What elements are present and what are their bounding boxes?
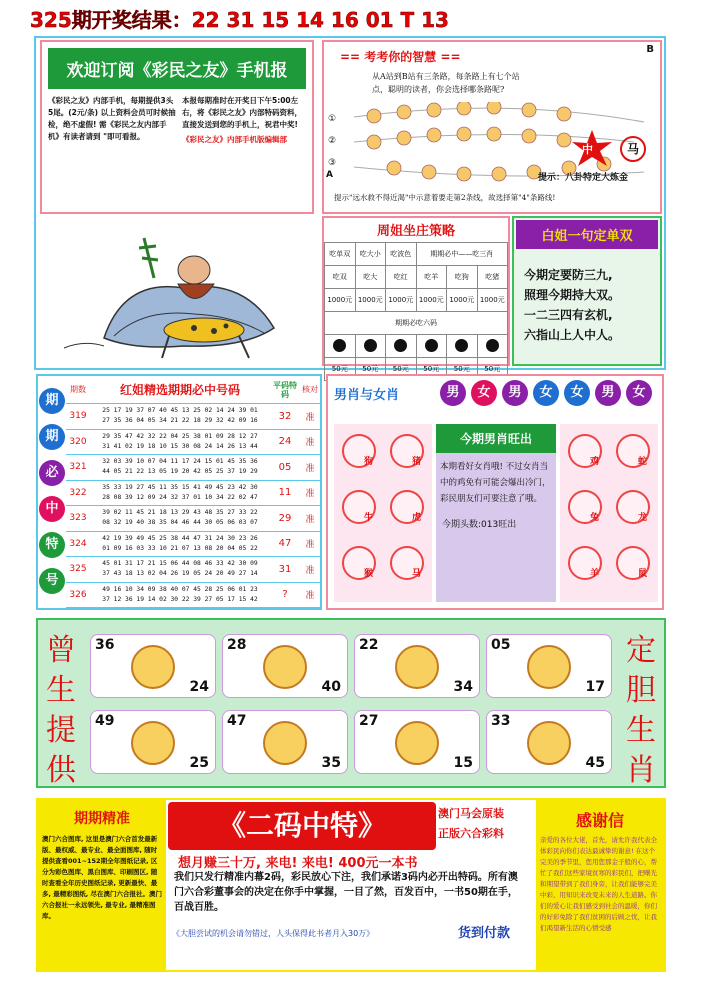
zodiac-card-panel [36, 618, 666, 788]
zodiac-card [486, 634, 612, 698]
ad-left-title: 期期精准 [74, 811, 130, 827]
zodiac-label: 兔 [590, 513, 600, 523]
strategy-cell: 吃大 [355, 266, 386, 289]
row-line: 39 02 11 45 21 18 13 29 43 48 35 27 33 22 [102, 509, 258, 517]
zodiac-card [90, 634, 216, 698]
zodiac-label: 狗 [364, 457, 374, 467]
horse-icon [131, 645, 175, 689]
table-row [66, 583, 320, 609]
card-bottom-number: 45 [585, 755, 605, 771]
ball-cell [447, 335, 478, 358]
ad-panel [36, 798, 666, 972]
row-special: 32 [278, 410, 292, 422]
black-ball-icon [364, 339, 377, 352]
center-bottom: 今期头数:013旺出 [442, 520, 517, 530]
zodiac-card [90, 710, 216, 774]
row-special: 05 [278, 461, 292, 473]
zodiac-card [222, 710, 348, 774]
strategy-title: 周姐坐庄策略 [376, 224, 455, 239]
card-bottom-number: 17 [585, 679, 605, 695]
gender-circle: 女 [533, 380, 559, 406]
goat-icon [263, 721, 307, 765]
route-1-label: ① [328, 114, 337, 124]
subscribe-panel [40, 40, 314, 214]
row-numbers [90, 457, 270, 477]
ball-cell [416, 335, 447, 358]
black-ball-icon [394, 339, 407, 352]
center-box [436, 424, 556, 602]
quiz-note: 提示"远水救不得近渴"中示意着要走第2条线，故选择第"4"条路线! [334, 193, 556, 202]
row-line: 28 08 39 12 09 24 32 37 01 10 34 22 02 47 [102, 493, 258, 501]
row-line: 32 03 39 10 07 04 11 17 24 15 01 45 35 36 [102, 458, 258, 466]
label-char: 肖 [626, 753, 656, 788]
row-special: 11 [278, 487, 292, 499]
gender-circle: 男 [595, 380, 621, 406]
strategy-cell: 50元 [477, 358, 508, 381]
ad-main-banner [168, 802, 436, 850]
zodiac-card [486, 710, 612, 774]
card-top-number: 05 [491, 637, 511, 653]
table-row [66, 506, 320, 532]
row-numbers [90, 483, 270, 503]
row-period: 320 [69, 436, 87, 447]
strategy-cell: 1000元 [477, 289, 508, 312]
ad-body: 我们只发行精准内幕2码，彩民放心下注，我们承诺3码内必开出特码。所有澳门六合彩董事会的决定在你手中掌握，一目了然，百发百中，一书50期在手，百战百胜。 [174, 872, 518, 913]
row-check: 准 [305, 438, 315, 449]
route-3-label: ③ [328, 158, 337, 168]
ad-footer: 《大胆尝试的机会请勿错过，人头保得此书者月入30万》 [172, 929, 375, 938]
row-line: 45 01 31 17 21 15 06 44 08 46 33 42 30 09 [102, 560, 258, 568]
row-line: 29 35 47 42 32 22 04 25 38 01 09 28 12 27 [102, 432, 258, 440]
table-row [66, 430, 320, 456]
quiz-hint: 提示：八卦特定大炼金 [538, 173, 629, 183]
left-vertical-label [46, 632, 76, 790]
female-zodiac-box [560, 424, 658, 602]
card-bottom-number: 35 [321, 755, 341, 771]
row-special: ? [282, 589, 288, 601]
zodiac-label: 马 [412, 569, 422, 579]
strategy-cell: 50元 [325, 358, 356, 381]
card-bottom-number: 24 [189, 679, 209, 695]
strategy-panel [322, 216, 510, 373]
gender-circle: 女 [626, 380, 652, 406]
column-check: 核对 [302, 385, 318, 394]
quiz-question: 从A站到B站有三条路，每条路上有七个站点，聪明的读者，你会选择哪条路呢? [372, 72, 520, 94]
label-char: 胆 [626, 673, 656, 708]
snake-icon [131, 721, 175, 765]
gender-panel [326, 374, 664, 610]
poem-line: 一二三四有玄机, [524, 308, 613, 322]
column-special: 平码特码 [273, 380, 297, 399]
quiz-start-label: A [326, 170, 333, 180]
route-2-label: ② [328, 136, 337, 146]
row-numbers [90, 432, 270, 452]
side-label-char: 必 [39, 460, 65, 486]
ball-cell [477, 335, 508, 358]
strategy-header: 吃波色 [386, 243, 417, 266]
card-bottom-number: 25 [189, 755, 209, 771]
card-top-number: 33 [491, 713, 511, 729]
row-period: 324 [69, 538, 87, 549]
zodiac-label: 鸡 [590, 457, 600, 467]
zodiac-label: 蛇 [638, 457, 648, 467]
ad-slogan: 想月赚三十万, 来电! 来电! 400元一本书 [178, 856, 418, 871]
strategy-table [324, 242, 508, 381]
zodiac-card [354, 710, 480, 774]
side-label-char: 期 [39, 388, 65, 414]
right-vertical-label [626, 632, 656, 790]
column-period: 期数 [70, 385, 86, 394]
row-line: 08 32 19 40 38 35 04 46 44 30 05 06 03 07 [102, 519, 258, 527]
subscribe-right-text: 本报每期准时在开奖日下午5:00左右，将《彩民之友》内部特码资料，直接发送到您的手机上，祝君中奖! [182, 96, 302, 129]
row-special: 29 [278, 512, 292, 524]
strategy-cell: 1000元 [386, 289, 417, 312]
poem-line: 照理今期持大双。 [524, 288, 621, 302]
ox-icon [527, 645, 571, 689]
quiz-zodiac-answer: 马 [620, 136, 646, 162]
strategy-cell: 吃双 [325, 266, 356, 289]
subscribe-title: 欢迎订阅《彩民之友》手机报 [48, 48, 306, 89]
strategy-header: 期期必中——吃三肖 [416, 243, 508, 266]
route-labels [328, 108, 336, 174]
quiz-corner-label: B [646, 44, 654, 55]
strategy-subtitle: 期期必吃六码 [325, 312, 508, 335]
chick-icon [395, 645, 439, 689]
white-sister-poem [514, 251, 660, 345]
row-period: 326 [69, 589, 87, 600]
card-top-number: 36 [95, 637, 115, 653]
black-ball-icon [333, 339, 346, 352]
side-label-char: 号 [39, 568, 65, 594]
red-pick-table [66, 376, 320, 608]
strategy-cell: 吃羊 [416, 266, 447, 289]
gender-title: 男肖与女肖 [334, 388, 400, 403]
row-period: 319 [69, 411, 87, 422]
subscribe-left-text: 《彩民之友》内部手机，每期提供3头5尾。(2元/条) 以上资料会员可时候抽检，绝不虚假! 需《彩民之友内部手机》有读者请到 "即可看报。 [48, 96, 176, 141]
row-period: 325 [69, 564, 87, 575]
card-top-number: 28 [227, 637, 247, 653]
row-check: 准 [305, 540, 315, 551]
row-period: 323 [69, 513, 87, 524]
male-zodiac-box [334, 424, 432, 602]
row-check: 准 [305, 591, 315, 602]
row-check: 准 [305, 489, 315, 500]
zodiac-label: 牛 [364, 513, 374, 523]
row-line: 44 05 21 22 13 05 19 20 42 05 25 37 19 29 [102, 468, 258, 476]
row-numbers [90, 508, 270, 528]
tiger-icon [263, 645, 307, 689]
center-title: 今期男肖旺出 [436, 424, 556, 453]
label-char: 曾 [46, 633, 76, 668]
table-row [66, 532, 320, 558]
strategy-header: 吃大小 [355, 243, 386, 266]
row-check: 准 [305, 463, 315, 474]
ball-cell [325, 335, 356, 358]
row-numbers [90, 559, 270, 579]
row-line: 42 19 39 49 45 25 38 44 47 31 24 30 23 26 [102, 534, 258, 542]
side-label-column [40, 388, 64, 594]
ad-side-line: 澳门马会原装 [438, 807, 504, 820]
row-line: 35 33 19 27 45 11 35 15 41 49 45 23 42 30 [102, 483, 258, 491]
row-special: 24 [278, 436, 292, 448]
ad-side-line: 正版六合彩料 [438, 827, 504, 840]
row-special: 47 [278, 538, 292, 550]
ball-cell [386, 335, 417, 358]
side-label-char: 中 [39, 496, 65, 522]
strategy-cell: 50元 [416, 358, 447, 381]
card-top-number: 27 [359, 713, 379, 729]
label-char: 生 [626, 713, 656, 748]
row-check: 准 [305, 514, 315, 525]
poem-line: 今期定要防三九, [524, 268, 613, 282]
strategy-cell: 50元 [355, 358, 386, 381]
gender-circle: 女 [471, 380, 497, 406]
center-text: 本期看好女肖哦! 不过女肖当中的鸡免有可能会爆出冷门，彩民朋友们可要注意了哦。 [440, 462, 551, 504]
thanks-text: 亲爱的各位大佬，首先，请允许我代表全体彩民向你们表达最诚挚的谢意! 在这个完美的季节里，您用您那金子般的心，帮忙了我们这些家境贫寒的彩民们，把曙光和期望带到了我们身旁，让我们能够完美中彩，用知识来改变未来的人生道路。你们的爱心让我们感受到社会的温暖，你们的好彩免除了我们贫困的后顾之忧，让我们渴望新生活的心情受感 [540, 836, 657, 932]
white-sister-title: 白姐一句定单双 [516, 220, 658, 249]
strategy-cell: 50元 [386, 358, 417, 381]
draw-result-header: 325期开奖结果：22 31 15 14 16 01 T 13 [30, 8, 449, 32]
strategy-cell: 1000元 [416, 289, 447, 312]
row-line: 01 09 16 03 33 10 21 07 13 08 20 04 05 22 [102, 544, 258, 552]
row-numbers [90, 534, 270, 554]
ad-left-text: 澳门六合图库, 这里是澳门六合首发最新版、最权威、最专业、最全面图库, 随时提供查看001~152期全年图纸记录, 区分为彩色图库、黑白图库、印刷图区, 随时查看全年历史图纸记录, 更新最快、最多, 最精彩图纸, 尽在澳门六合报社。澳门六合报社一永远领先, 最专业, 最精准图库。 [42, 835, 162, 920]
card-top-number: 49 [95, 713, 115, 729]
strategy-cell: 1000元 [325, 289, 356, 312]
row-numbers [90, 585, 270, 605]
row-line: 37 12 36 19 14 02 30 22 39 27 05 17 15 42 [102, 595, 258, 603]
ad-side-text [438, 804, 504, 844]
label-char: 定 [626, 633, 656, 668]
zodiac-card [222, 634, 348, 698]
subscribe-sign: 《彩民之友》内部手机版编辑部 [182, 135, 287, 144]
card-bottom-number: 15 [453, 755, 473, 771]
zodiac-label: 猪 [412, 457, 422, 467]
label-char: 提 [46, 713, 76, 748]
strategy-cell: 吃红 [386, 266, 417, 289]
row-period: 321 [69, 462, 87, 473]
row-line: 37 43 18 13 02 04 26 19 05 24 20 49 27 14 [102, 570, 258, 578]
zodiac-label: 虎 [412, 513, 422, 523]
row-line: 25 17 19 37 07 40 45 13 25 02 14 24 39 01 [102, 407, 258, 415]
strategy-cell: 50元 [447, 358, 478, 381]
black-ball-icon [486, 339, 499, 352]
table-row [66, 557, 320, 583]
red-pick-panel [36, 374, 322, 610]
label-char: 生 [46, 673, 76, 708]
strategy-cell: 吃猪 [477, 266, 508, 289]
row-check: 准 [305, 565, 315, 576]
row-line: 31 41 02 19 18 10 15 30 08 24 14 26 13 44 [102, 442, 258, 450]
row-line: 27 35 36 04 05 34 21 22 18 29 32 42 09 16 [102, 417, 258, 425]
column-main: 红姐精选期期必中号码 [119, 383, 240, 397]
card-top-number: 47 [227, 713, 247, 729]
ad-main-title: 《二码中特》 [217, 809, 386, 842]
table-row [66, 455, 320, 481]
gender-circle-row [440, 380, 652, 406]
strategy-cell: 1000元 [355, 289, 386, 312]
thanks-title: 感谢信 [575, 811, 624, 830]
quiz-title: == 考考你的智慧 == [340, 50, 461, 64]
zodiac-label: 猴 [364, 569, 374, 579]
label-char: 供 [46, 753, 76, 788]
card-bottom-number: 34 [453, 679, 473, 695]
table-row [66, 481, 320, 507]
man-on-rock-illustration [44, 218, 310, 366]
table-row [66, 404, 320, 430]
gender-circle: 男 [440, 380, 466, 406]
gender-circle: 女 [564, 380, 590, 406]
row-numbers [90, 406, 270, 426]
zodiac-label: 龙 [638, 513, 648, 523]
poem-line: 六指山上人中人。 [524, 328, 621, 342]
rooster-icon [527, 721, 571, 765]
side-label-char: 期 [39, 424, 65, 450]
strategy-cell: 1000元 [447, 289, 478, 312]
ad-left-box [38, 800, 166, 970]
card-top-number: 22 [359, 637, 379, 653]
card-bottom-number: 40 [321, 679, 341, 695]
quiz-mid-label: 中 [582, 143, 593, 156]
row-period: 322 [69, 487, 87, 498]
strategy-header: 吃单双 [325, 243, 356, 266]
side-label-char: 特 [39, 532, 65, 558]
row-check: 准 [305, 412, 315, 423]
ball-cell [355, 335, 386, 358]
strategy-cell: 吃狗 [447, 266, 478, 289]
white-sister-panel [512, 216, 662, 366]
row-special: 31 [278, 563, 292, 575]
zodiac-card [354, 634, 480, 698]
black-ball-icon [425, 339, 438, 352]
cash-on-delivery-label: 货到付款 [458, 926, 511, 941]
zodiac-label: 鼠 [638, 569, 648, 579]
zodiac-label: 羊 [590, 569, 600, 579]
rabbit-icon [395, 721, 439, 765]
ad-right-box [536, 800, 664, 970]
gender-circle: 男 [502, 380, 528, 406]
row-line: 49 16 10 34 09 38 40 07 45 28 25 06 01 23 [102, 585, 258, 593]
black-ball-icon [455, 339, 468, 352]
quiz-panel [322, 40, 662, 214]
